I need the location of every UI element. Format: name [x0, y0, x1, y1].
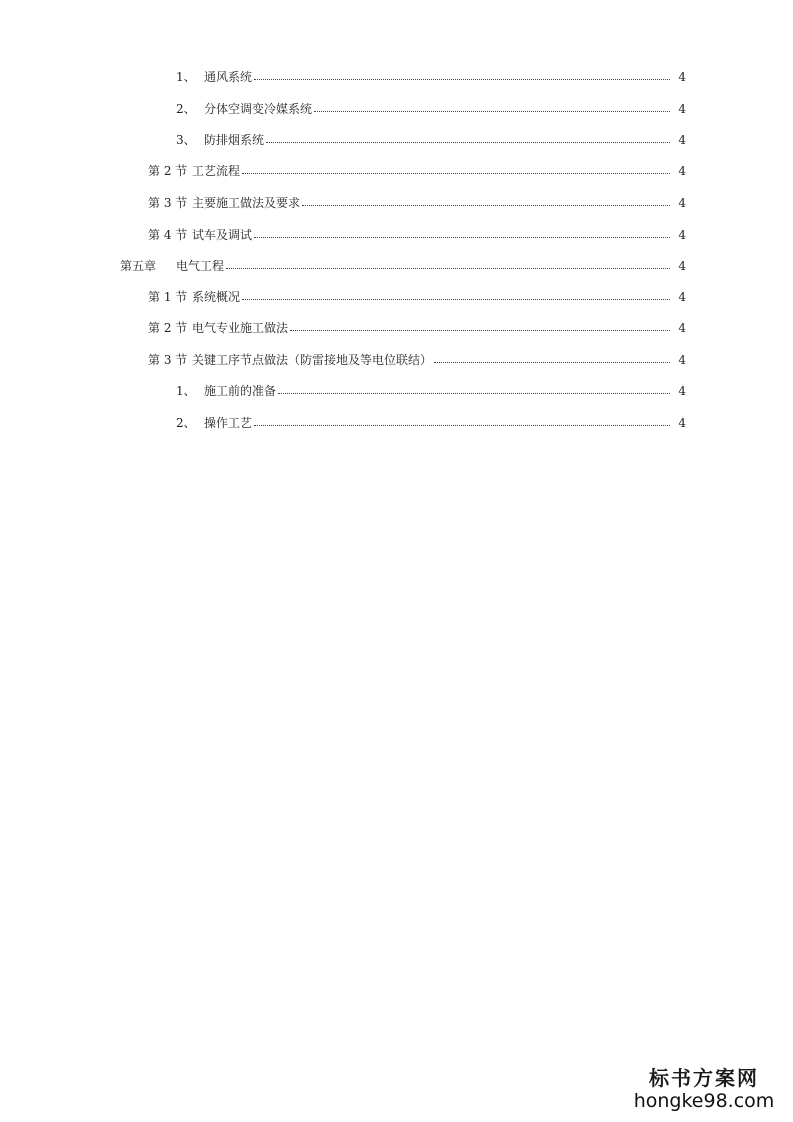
toc-dot-leader	[278, 393, 670, 394]
toc-page-number: 4	[678, 133, 686, 147]
toc-entry-11[interactable]	[176, 381, 686, 401]
toc-entry-3[interactable]	[176, 130, 686, 150]
toc-page-number: 4	[678, 353, 686, 367]
toc-dot-leader	[226, 268, 670, 269]
toc-entry-title: 防排烟系统	[204, 133, 265, 147]
toc-entry-number: 1、	[176, 70, 196, 84]
toc-entry-number: 第 3 节	[148, 196, 188, 210]
toc-entry-8[interactable]	[148, 287, 686, 307]
toc-entry-number: 第 1 节	[148, 290, 188, 304]
toc-dot-leader	[254, 237, 670, 238]
toc-entry-number: 3、	[176, 133, 196, 147]
toc-page-number: 4	[678, 259, 686, 273]
toc-entry-title: 电气专业施工做法	[192, 321, 289, 335]
toc-page-number: 4	[678, 196, 686, 210]
toc-entry-title: 通风系统	[204, 70, 253, 84]
toc-dot-leader	[302, 205, 670, 206]
toc-entry-title: 主要施工做法及要求	[192, 196, 301, 210]
toc-dot-leader	[266, 142, 670, 143]
toc-entry-7[interactable]	[120, 256, 686, 276]
toc-entry-title: 分体空调变冷媒系统	[204, 102, 313, 116]
toc-entry-6[interactable]	[148, 225, 686, 245]
toc-dot-leader	[242, 173, 670, 174]
toc-page-number: 4	[678, 102, 686, 116]
toc-entry-title: 工艺流程	[192, 164, 241, 178]
toc-entry-number: 第 3 节	[148, 353, 188, 367]
toc-entry-5[interactable]	[148, 193, 686, 213]
toc-entry-4[interactable]	[148, 161, 686, 181]
toc-page-number: 4	[678, 321, 686, 335]
toc-entry-number: 2、	[176, 416, 196, 430]
toc-entry-title: 施工前的准备	[204, 384, 277, 398]
toc-entry-number: 第五章	[120, 259, 157, 273]
watermark-chinese-text: 标书方案网	[649, 1066, 759, 1090]
toc-entry-10[interactable]	[148, 350, 686, 370]
toc-dot-leader	[242, 299, 670, 300]
watermark-url-text: hongke98.com	[633, 1090, 775, 1112]
toc-entry-number: 第 4 节	[148, 228, 188, 242]
toc-dot-leader	[314, 111, 670, 112]
toc-entry-9[interactable]	[148, 318, 686, 338]
toc-entry-title: 试车及调试	[192, 228, 253, 242]
toc-entry-title: 系统概况	[192, 290, 241, 304]
toc-entry-number: 第 2 节	[148, 321, 188, 335]
toc-page-number: 4	[678, 164, 686, 178]
toc-page-number: 4	[678, 290, 686, 304]
toc-dot-leader	[290, 330, 670, 331]
toc-dot-leader	[254, 79, 670, 80]
toc-page-number: 4	[678, 384, 686, 398]
toc-entry-number: 2、	[176, 102, 196, 116]
toc-dot-leader	[254, 425, 670, 426]
toc-entry-title: 关键工序节点做法（防雷接地及等电位联结）	[192, 353, 433, 367]
toc-entry-1[interactable]	[176, 67, 686, 87]
toc-entry-title: 电气工程	[176, 259, 225, 273]
toc-page-number: 4	[678, 416, 686, 430]
site-watermark	[629, 1066, 779, 1112]
toc-dot-leader	[434, 362, 670, 363]
toc-entry-number: 第 2 节	[148, 164, 188, 178]
toc-entry-2[interactable]	[176, 99, 686, 119]
toc-page-number: 4	[678, 228, 686, 242]
toc-entry-number: 1、	[176, 384, 196, 398]
toc-entry-12[interactable]	[176, 413, 686, 433]
toc-page-number: 4	[678, 70, 686, 84]
toc-entry-title: 操作工艺	[204, 416, 253, 430]
